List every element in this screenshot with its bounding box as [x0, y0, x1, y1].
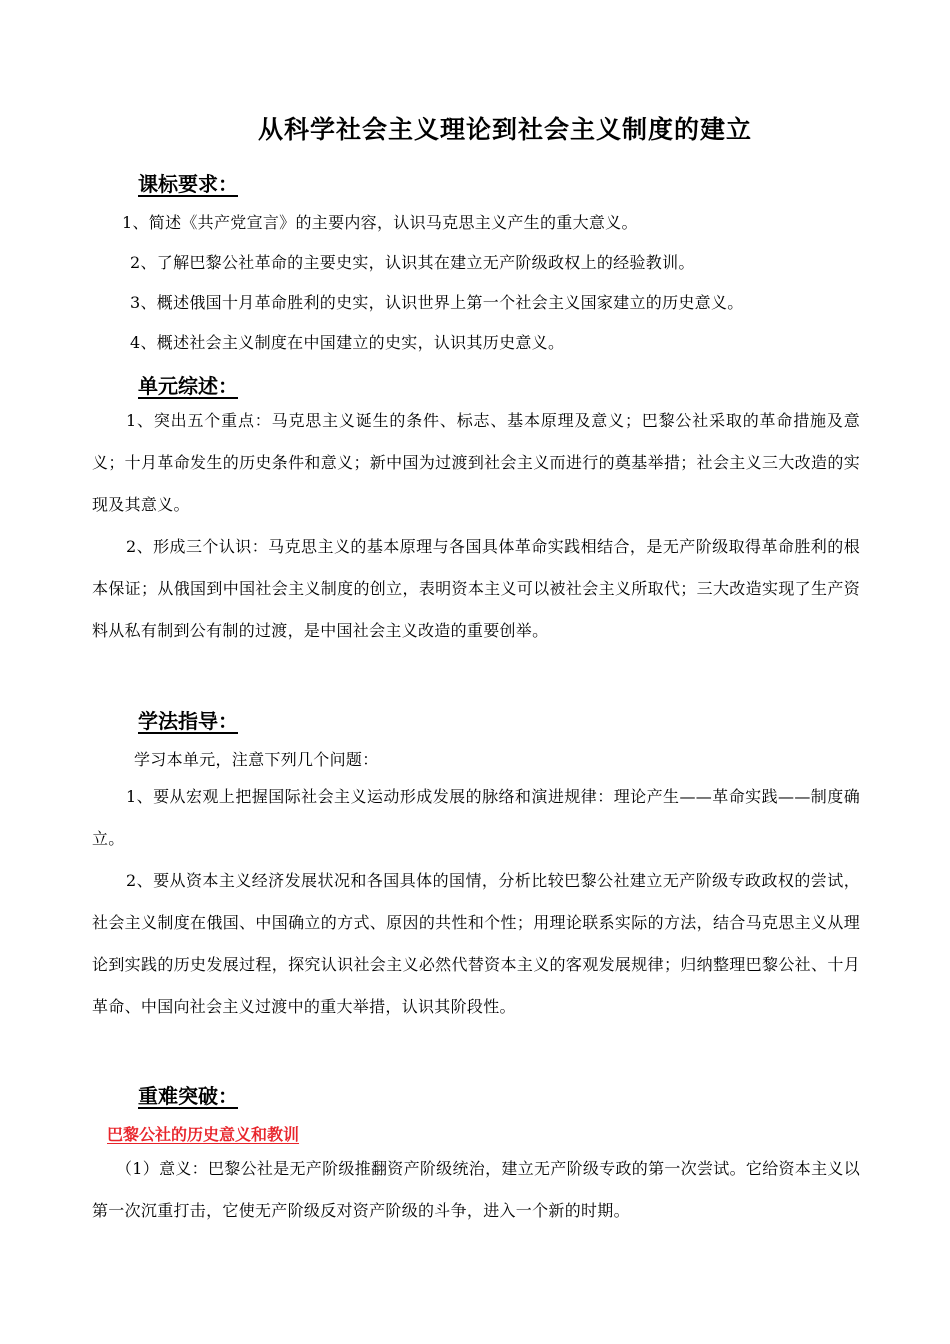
paris-commune-subheading: 巴黎公社的历史意义和教训: [107, 1125, 300, 1144]
requirement-item-4: 4、概述社会主义制度在中国建立的史实，认识其历史意义。: [130, 333, 565, 352]
overview-paragraph-1: 1、突出五个重点：马克思主义诞生的条件、标志、基本原理及意义；巴黎公社采取的革命措施及意义；十月革命发生的历史条件和意义；新中国为过渡到社会主义而进行的奠基举措；社会主义三大改造的实现及其意义。: [92, 411, 860, 514]
paris-commune-significance-paragraph: （1）意义：巴黎公社是无产阶级推翻资产阶级统治，建立无产阶级专政的第一次尝试。它给资本主义以第一次沉重打击，它使无产阶级反对资产阶级的斗争，进入一个新的时期。: [92, 1159, 860, 1220]
requirement-item-3: 3、概述俄国十月革命胜利的史实，认识世界上第一个社会主义国家建立的历史意义。: [130, 293, 744, 312]
heading-curriculum-requirements: 课标要求：: [138, 172, 238, 196]
document-title: 从科学社会主义理论到社会主义制度的建立: [257, 115, 752, 144]
requirement-item-2: 2、了解巴黎公社革命的主要史实，认识其在建立无产阶级政权上的经验教训。: [130, 253, 695, 272]
overview-paragraph-2: 2、形成三个认识：马克思主义的基本原理与各国具体革命实践相结合，是无产阶级取得革命胜利的根本保证；从俄国到中国社会主义制度的创立，表明资本主义可以被社会主义所取代；三大改造实现了生产资料从私有制到公有制的过渡，是中国社会主义改造的重要创举。: [92, 537, 860, 640]
heading-key-difficulties: 重难突破：: [138, 1084, 238, 1108]
heading-unit-overview: 单元综述：: [138, 374, 238, 398]
study-guidance-paragraph-1: 1、要从宏观上把握国际社会主义运动形成发展的脉络和演进规律：理论产生——革命实践——制度确立。: [92, 787, 860, 848]
study-guidance-paragraph-2: 2、要从资本主义经济发展状况和各国具体的国情，分析比较巴黎公社建立无产阶级专政政权的尝试，社会主义制度在俄国、中国确立的方式、原因的共性和个性；用理论联系实际的方法，结合马克思主义从理论到实践的历史发展过程，探究认识社会主义必然代替资本主义的客观发展规律；归纳整理巴黎公社、十月革命、中国向社会主义过渡中的重大举措，认识其阶段性。: [92, 871, 860, 1016]
study-guidance-intro: 学习本单元，注意下列几个问题：: [134, 750, 379, 769]
requirement-item-1: 1、简述《共产党宣言》的主要内容，认识马克思主义产生的重大意义。: [122, 213, 638, 232]
heading-study-guidance: 学法指导：: [138, 709, 238, 733]
